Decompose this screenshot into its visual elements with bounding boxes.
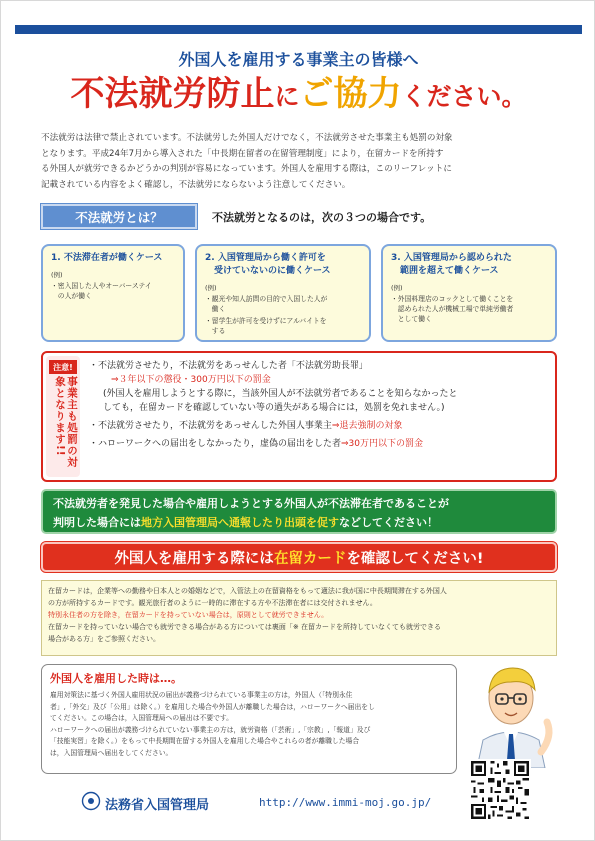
case-item: ・観光や知人訪問の目的で入国した人が bbox=[205, 295, 328, 303]
website-url[interactable]: http://www.immi-moj.go.jp/ bbox=[259, 796, 432, 809]
report-notice bbox=[41, 489, 557, 534]
employment-body bbox=[50, 690, 448, 759]
page-title bbox=[1, 74, 595, 114]
case-item: ・密入国した人やオーバーステイ bbox=[51, 282, 152, 290]
case-box-3 bbox=[381, 244, 557, 342]
penalty-item-2 bbox=[89, 419, 551, 433]
card-info-line: 在留カードを持っていない場合でも就労できる場合がある方については裏面「※ 在留カードを所持していなくても就労できる bbox=[48, 623, 441, 631]
title-part-1: 不法就労防止 bbox=[70, 74, 275, 114]
card-info-line: 在留カードは，企業等への勤務や日本人との婚姻などで，入管法上の在留資格をもって適法に我が国に中長期間滞在する外国人 bbox=[48, 587, 447, 595]
person-icon bbox=[463, 656, 559, 768]
title-part-3: ご協力 bbox=[299, 74, 402, 114]
case-heading: 2. 入国管理局から働く許可を bbox=[205, 253, 326, 263]
ministry-emblem-icon bbox=[81, 791, 101, 811]
residence-card-banner bbox=[41, 542, 557, 572]
page-subtitle: 外国人を雇用する事業主の皆様へ bbox=[178, 50, 419, 69]
title-part-2: に bbox=[274, 82, 300, 111]
notice-suffix: などしてください！ bbox=[339, 516, 438, 529]
penalty-item-3 bbox=[89, 437, 551, 451]
case-heading: 受けていないのに働くケース bbox=[205, 266, 331, 276]
case-item: の人が働く bbox=[51, 292, 92, 300]
title-part-4: ください。 bbox=[401, 82, 527, 111]
employment-line: 「技能実習」を除く。）をもって中長期間在留する外国人を雇用した場合やこれらの者が離職した場合 bbox=[50, 737, 360, 745]
employment-line: てください。この場合は，入国管理局への届出は不要です。 bbox=[50, 714, 233, 722]
intro-line: となります。平成24年7月から導入された「中長期在留者の在留管理制度」により，在留カードを所持す bbox=[41, 148, 444, 159]
case-item: ・留学生が許可を受けずにアルバイトを bbox=[205, 317, 327, 325]
warning-side-panel bbox=[46, 356, 80, 477]
case-example-label: (例) bbox=[391, 284, 403, 292]
notice-highlight: 地方入国管理局へ通報したり出頭を促す bbox=[141, 516, 339, 529]
case-heading: 範囲を超えて働くケース bbox=[391, 266, 499, 276]
intro-line: る外国人が就労できるかどうかの判別が容易になっています。外国人を雇用する際は，このリーフレットに bbox=[41, 164, 452, 174]
banner-suffix: を確認してください! bbox=[346, 550, 484, 567]
penalty-item-3-text: ・ハローワークへの届出をしなかったり，虚偽の届出をした者 bbox=[89, 439, 342, 449]
employment-line: は，入国管理局へ届出をしてください。 bbox=[50, 748, 173, 757]
case-box-1 bbox=[41, 244, 185, 342]
penalty-item-3-penalty: ⇒30万円以下の罰金 bbox=[341, 439, 424, 449]
penalty-warning-box bbox=[41, 351, 557, 482]
residence-card-info bbox=[41, 580, 557, 656]
case-heading: 1. 不法滞在者が働くケース bbox=[51, 253, 163, 263]
penalty-item-1: ・不法就労させたり，不法就労をあっせんした者「不法就労助長罪」 bbox=[89, 361, 368, 371]
qr-code-icon bbox=[469, 759, 531, 821]
definition-heading: 不法就労とは？ bbox=[41, 204, 197, 229]
case-item: する bbox=[205, 327, 226, 335]
penalty-item-1-penalty: ⇒３年以下の懲役・300万円以下の罰金 bbox=[111, 375, 271, 385]
case-item: 働く bbox=[205, 305, 226, 313]
card-info-warning: 特別永住者の方を除き，在留カードを持っていない場合は，原則として就労できません。 bbox=[48, 611, 329, 619]
banner-prefix: 外国人を雇用する際には bbox=[114, 550, 274, 567]
penalty-item-1-note: (外国人を雇用しようとする際に，当該外国人が不法就労者であることを知らなかったと bbox=[103, 389, 458, 399]
card-info-line: の方が所持するカードです。観光旅行者のように一時的に滞在する方や不法滞在者には交付されません。 bbox=[48, 599, 377, 607]
case-box-2 bbox=[195, 244, 371, 342]
card-info-line: 場合がある方」をご参照ください。 bbox=[48, 635, 160, 643]
warning-vertical-text: 事業主も処罰の対象となります!! bbox=[54, 376, 78, 468]
case-example-label: (例) bbox=[51, 271, 63, 279]
intro-paragraph bbox=[41, 131, 559, 193]
intro-line: 記載されている内容をよく確認し，不法就労にならないよう注意してください。 bbox=[41, 179, 351, 190]
report-notice-line bbox=[53, 513, 545, 532]
banner-highlight: 在留カード bbox=[273, 550, 347, 567]
penalty-item-2-penalty: ⇒退去強制の対象 bbox=[331, 421, 403, 431]
case-heading: 3. 入国管理局から認められた bbox=[391, 253, 512, 263]
case-example-label: (例) bbox=[205, 284, 217, 292]
employment-notice bbox=[41, 664, 457, 774]
penalty-item-2-text: ・不法就労させたり，不法就労をあっせんした外国人事業主 bbox=[89, 421, 332, 431]
employment-line: ハローワークへの届出が義務づけられていない事業主の方は，就労資格（「芸術」,「宗教」,「報道」及び bbox=[50, 725, 371, 734]
employment-line: 者」,「外交」及び「公用」は除く。）を雇用した場合や外国人が離職した場合は，ハローワークへ届出をし bbox=[50, 702, 375, 711]
definition-description: 不法就労となるのは，次の３つの場合です。 bbox=[212, 211, 432, 224]
employment-heading: 外国人を雇用した時は…。 bbox=[50, 672, 182, 685]
notice-prefix: 判明した場合には bbox=[53, 516, 141, 529]
case-item: ・外国料理店のコックとして働くことを bbox=[391, 295, 514, 303]
employment-line: 雇用対策法に基づく外国人雇用状況の届出が義務づけられている事業主の方は，外国人（「特別永住 bbox=[50, 691, 353, 699]
top-bar bbox=[15, 25, 582, 34]
intro-line: 不法就労は法律で禁止されています。不法就労した外国人だけでなく，不法就労させた事業主も処罰の対象 bbox=[41, 133, 453, 143]
warning-body bbox=[89, 359, 551, 451]
case-item: 認められた人が機械工場で単純労働者 bbox=[391, 305, 514, 313]
report-notice-line: 不法就労者を発見した場合や雇用しようとする外国人が不法滞在者であることが bbox=[53, 497, 449, 510]
case-item: として働く bbox=[391, 315, 432, 323]
ministry-name: 法務省入国管理局 bbox=[105, 798, 210, 813]
warning-tag: 注意! bbox=[49, 360, 77, 374]
penalty-item-1-note: しても，在留カードを確認していない等の過失がある場合には，処罰を免れません。) bbox=[103, 403, 445, 413]
